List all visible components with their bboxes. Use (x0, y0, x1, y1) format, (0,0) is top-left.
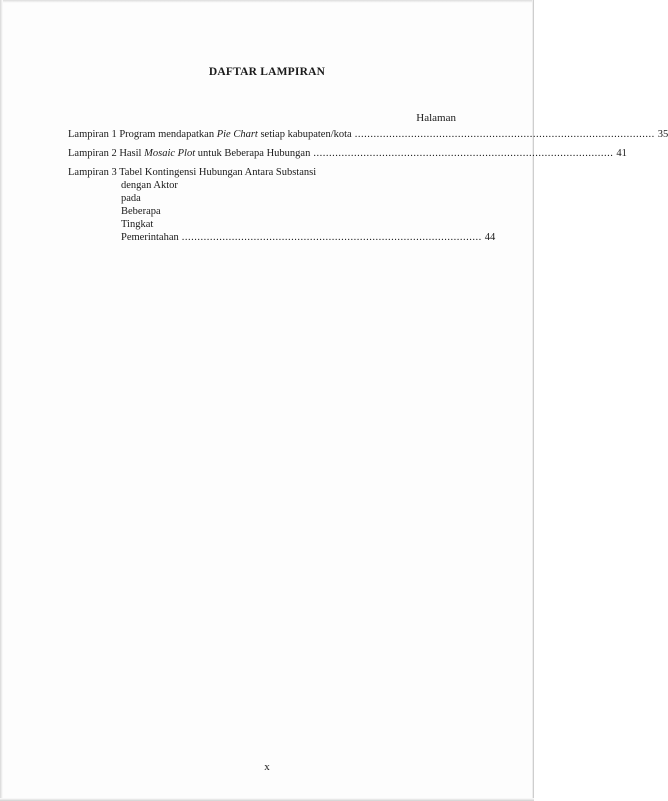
appendix-entry-page: 35 (657, 129, 668, 140)
entry-text-prefix: Lampiran 1 Program mendapatkan (68, 129, 217, 140)
entry-text-suffix: untuk Beberapa Hubungan (195, 148, 311, 159)
dot-leader: ................................................................................................ (354, 129, 655, 140)
appendix-entry-line2-row (68, 179, 496, 244)
page-number: x (264, 761, 270, 773)
appendix-entry-page: 41 (616, 148, 627, 159)
entry-text-suffix: setiap kabupaten/kota (257, 129, 352, 140)
appendix-entry-1 (68, 128, 668, 141)
appendix-entry-line1: Lampiran 3 Tabel Kontingensi Hubungan Antara Substansi (68, 167, 317, 178)
appendix-entry-page: 44 (484, 232, 496, 243)
column-header-halaman: Halaman (416, 112, 456, 124)
entry-text-italic: Mosaic Plot (144, 148, 196, 159)
appendix-entry-2 (68, 147, 627, 160)
entry-text-prefix: Lampiran 2 Hasil (68, 148, 145, 159)
appendix-entry-3 (68, 166, 496, 244)
scan-edge-left (0, 0, 3, 801)
page-title: DAFTAR LAMPIRAN (208, 66, 326, 78)
appendix-entry-line2: dengan Aktor pada Beberapa Tingkat Pemerintahan (121, 180, 179, 243)
appendix-entry-label (68, 147, 310, 160)
appendix-entry-label (68, 128, 352, 141)
dot-leader: ................................................................................................ (181, 232, 482, 243)
appendix-list (68, 128, 668, 250)
dot-leader: ................................................................................................ (313, 148, 614, 159)
entry-text-italic: Pie Chart (216, 129, 258, 140)
scan-edge-top (0, 0, 534, 3)
scan-edge-right (532, 0, 534, 801)
